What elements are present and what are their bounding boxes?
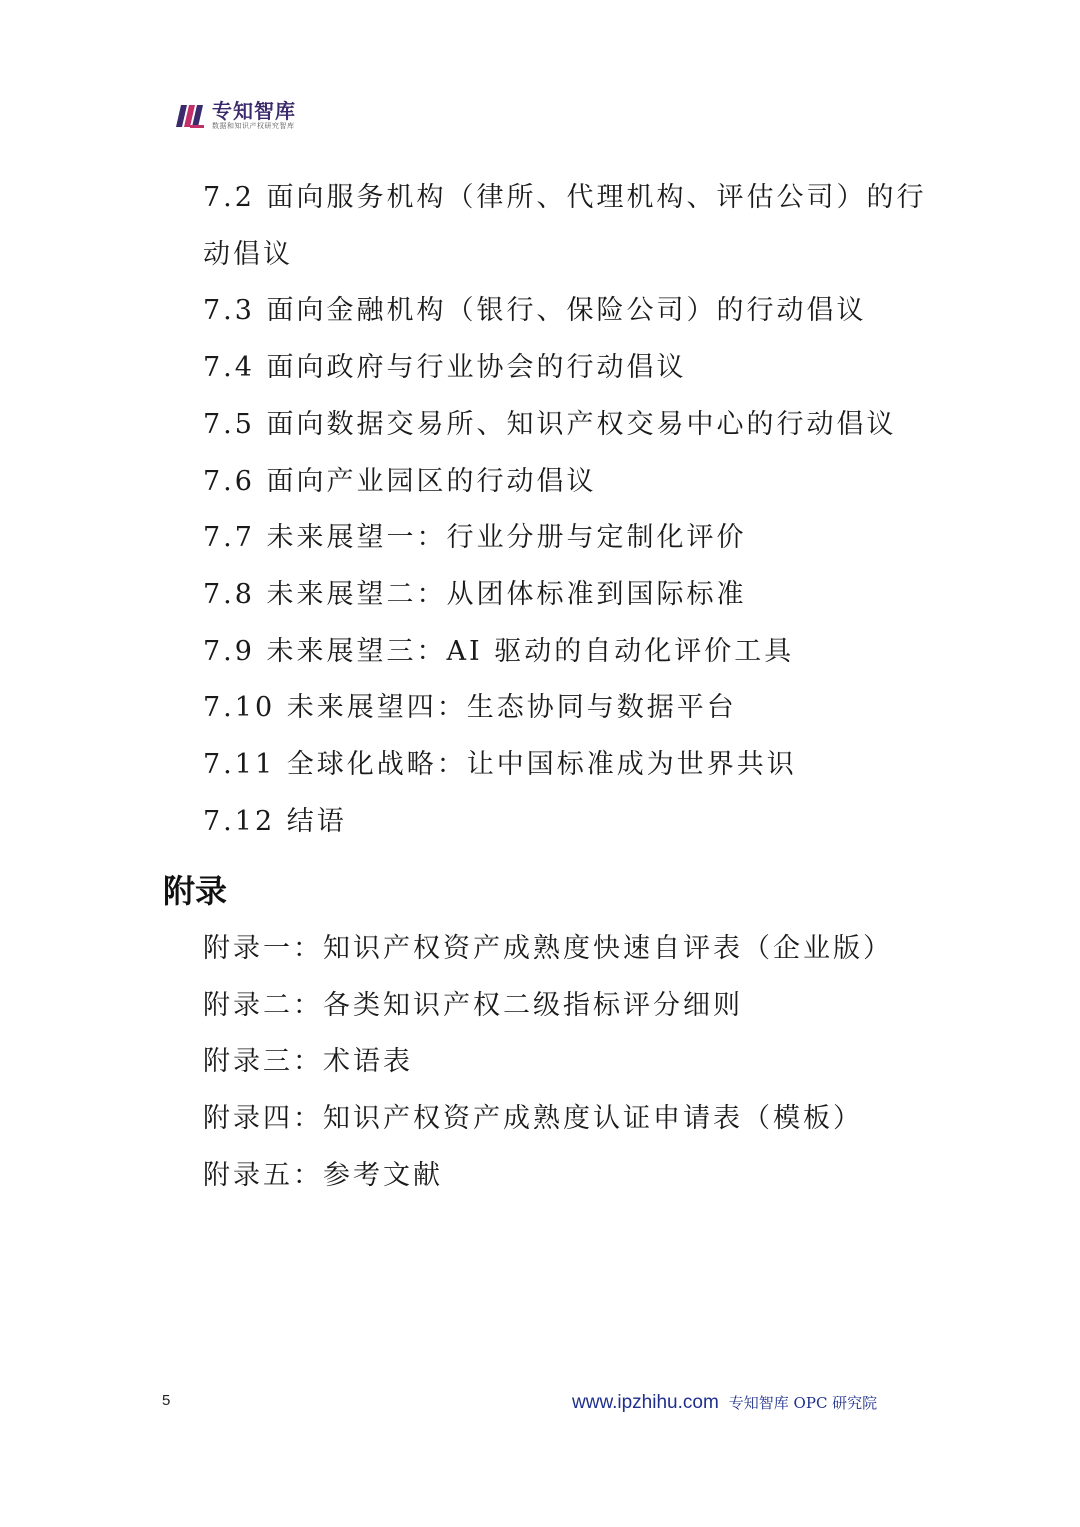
toc-item-7-8: 7.8 未来展望二：从团体标准到国际标准 [203, 578, 747, 610]
footer [572, 1392, 877, 1414]
toc-item-7-4: 7.4 面向政府与行业协会的行动倡议 [203, 352, 687, 384]
appendix-heading: 附录 [163, 872, 228, 910]
toc-item-7-6: 7.6 面向产业园区的行动倡议 [203, 465, 597, 497]
page-number: 5 [162, 1392, 171, 1409]
zhuanzhi-logo-icon [176, 101, 206, 131]
toc-item-7-3: 7.3 面向金融机构（银行、保险公司）的行动倡议 [203, 295, 867, 327]
footer-org: 专知智库 OPC 研究院 [728, 1394, 878, 1412]
toc-item-7-12: 7.12 结语 [203, 805, 347, 837]
toc-item-7-9: 7.9 未来展望三：AI 驱动的自动化评价工具 [203, 635, 795, 667]
logo-name: 专知智库 [212, 99, 296, 123]
toc-item-7-5: 7.5 面向数据交易所、知识产权交易中心的行动倡议 [203, 408, 897, 440]
toc-item-7-2: 7.2 面向服务机构（律所、代理机构、评估公司）的行动倡议 [203, 182, 927, 270]
appendix-item-3: 附录三：术语表 [203, 1046, 413, 1078]
footer-url-link[interactable]: www.ipzhihu.com [572, 1392, 719, 1413]
header-logo [176, 100, 296, 131]
logo-text [212, 100, 296, 131]
appendix-list [203, 921, 963, 1205]
toc-item-7-7: 7.7 未来展望一：行业分册与定制化评价 [203, 522, 747, 554]
toc-item-7-10: 7.10 未来展望四：生态协同与数据平台 [203, 692, 737, 724]
appendix-item-4: 附录四：知识产权资产成熟度认证申请表（模板） [203, 1103, 863, 1135]
appendix-item-2: 附录二：各类知识产权二级指标评分细则 [203, 989, 743, 1021]
toc-item-7-11: 7.11 全球化战略：让中国标准成为世界共识 [203, 749, 797, 781]
appendix-item-5: 附录五：参考文献 [203, 1159, 443, 1191]
logo-tagline: 数据和知识产权研究智库 [212, 122, 295, 130]
appendix-item-1: 附录一：知识产权资产成熟度快速自评表（企业版） [203, 933, 893, 964]
toc-list [203, 170, 933, 850]
